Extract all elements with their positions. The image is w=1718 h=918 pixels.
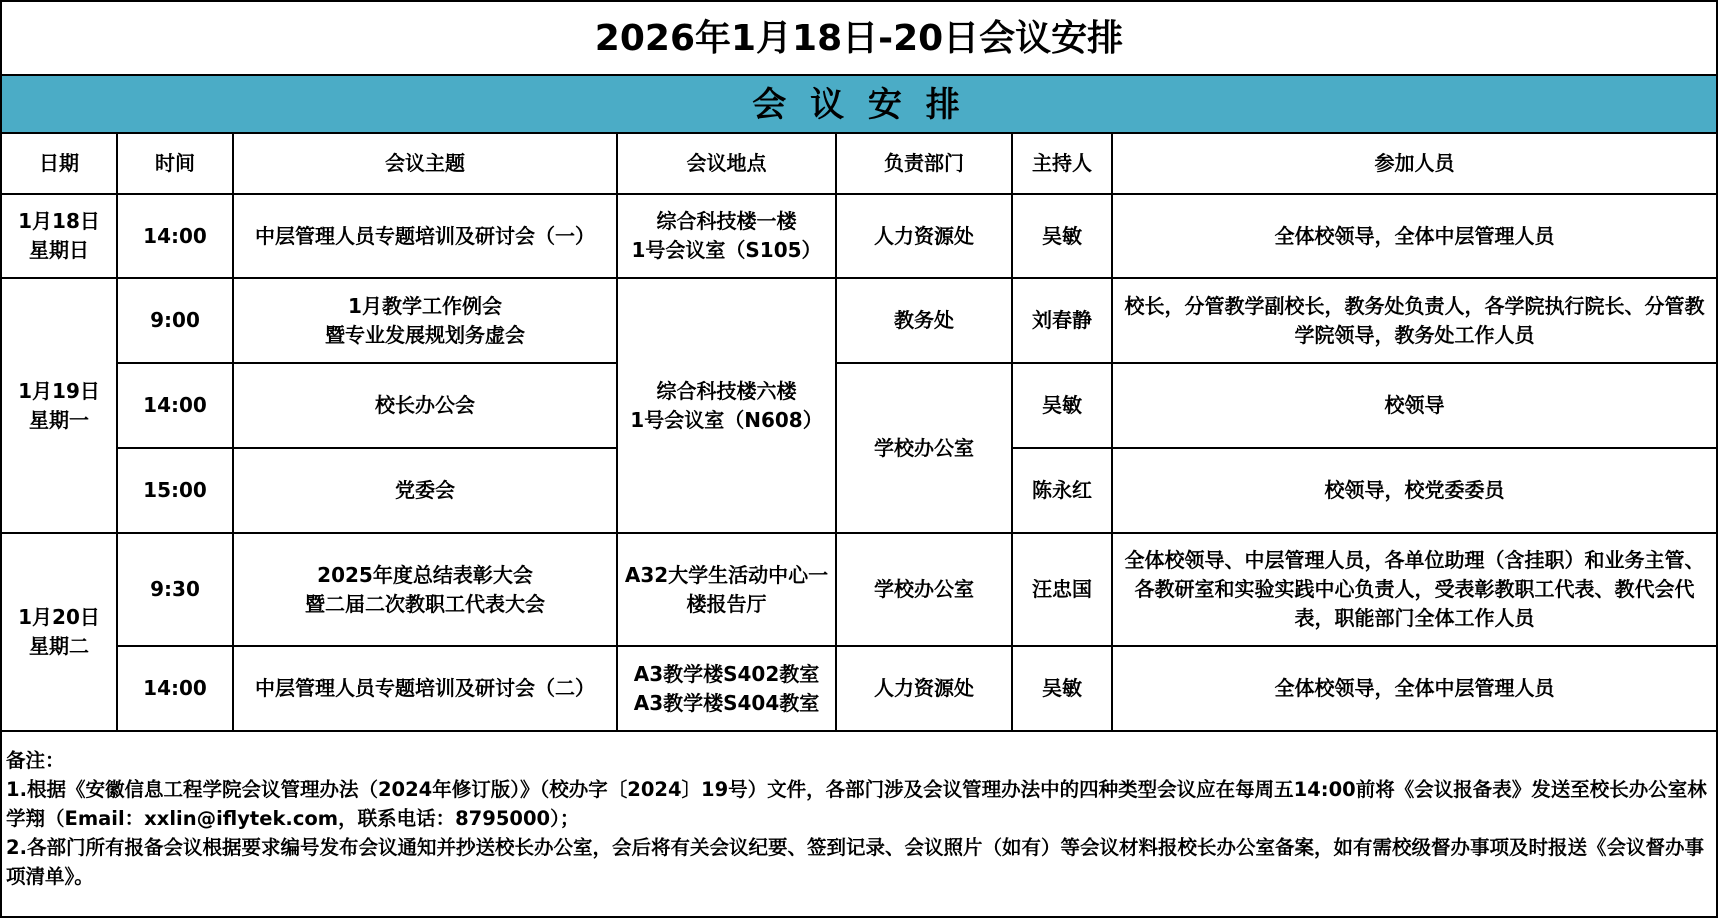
host-cell: 吴敏 (1012, 646, 1112, 731)
page-title: 2026年1月18日-20日会议安排 (2, 2, 1716, 76)
time-cell: 14:00 (117, 194, 233, 278)
table-row (2, 646, 1716, 731)
department-cell: 人力资源处 (836, 646, 1012, 731)
location-cell: 综合科技楼一楼 1号会议室（S105） (617, 194, 836, 278)
time-cell: 14:00 (117, 646, 233, 731)
table-row (2, 533, 1716, 646)
header-attendees: 参加人员 (1112, 134, 1716, 194)
attendees-cell: 全体校领导、中层管理人员，各单位助理（含挂职）和业务主管、各教研室和实验实践中心负责人，受表彰教职工代表、教代会代表，职能部门全体工作人员 (1112, 533, 1716, 646)
host-cell: 陈永红 (1012, 448, 1112, 533)
host-cell: 刘春静 (1012, 278, 1112, 363)
time-cell: 14:00 (117, 363, 233, 448)
topic-cell: 2025年度总结表彰大会 暨二届二次教职工代表大会 (233, 533, 617, 646)
notes-section (2, 732, 1716, 891)
location-cell: A32大学生活动中心一 楼报告厅 (617, 533, 836, 646)
department-cell: 教务处 (836, 278, 1012, 363)
department-cell: 学校办公室 (836, 533, 1012, 646)
topic-cell: 党委会 (233, 448, 617, 533)
date-cell: 1月20日 星期二 (2, 533, 117, 731)
header-topic: 会议主题 (233, 134, 617, 194)
host-cell: 吴敏 (1012, 194, 1112, 278)
header-department: 负责部门 (836, 134, 1012, 194)
header-time: 时间 (117, 134, 233, 194)
section-title: 会 议 安 排 (2, 76, 1716, 134)
location-cell: 综合科技楼六楼 1号会议室（N608） (617, 278, 836, 533)
time-cell: 15:00 (117, 448, 233, 533)
topic-cell: 1月教学工作例会 暨专业发展规划务虚会 (233, 278, 617, 363)
header-date: 日期 (2, 134, 117, 194)
header-row (2, 134, 1716, 194)
department-cell: 学校办公室 (836, 363, 1012, 533)
header-location: 会议地点 (617, 134, 836, 194)
attendees-cell: 全体校领导，全体中层管理人员 (1112, 646, 1716, 731)
attendees-cell: 校长，分管教学副校长，教务处负责人，各学院执行院长、分管教学院领导，教务处工作人员 (1112, 278, 1716, 363)
attendees-cell: 校领导，校党委委员 (1112, 448, 1716, 533)
note-item: 1.根据《安徽信息工程学院会议管理办法（2024年修订版）》（校办字〔2024〕19号）文件，各部门涉及会议管理办法中的四种类型会议应在每周五14:00前将《会议报备表》发送至校长办公室林学翔（Email：xxlin@iflytek.com，联系电话：8795000）； (6, 778, 1707, 830)
schedule-table (2, 134, 1716, 732)
date-cell: 1月19日 星期一 (2, 278, 117, 533)
time-cell: 9:00 (117, 278, 233, 363)
host-cell: 汪忠国 (1012, 533, 1112, 646)
host-cell: 吴敏 (1012, 363, 1112, 448)
department-cell: 人力资源处 (836, 194, 1012, 278)
topic-cell: 校长办公会 (233, 363, 617, 448)
date-cell: 1月18日 星期日 (2, 194, 117, 278)
table-row (2, 194, 1716, 278)
attendees-cell: 全体校领导，全体中层管理人员 (1112, 194, 1716, 278)
time-cell: 9:30 (117, 533, 233, 646)
note-item: 2.各部门所有报备会议根据要求编号发布会议通知并抄送校长办公室，会后将有关会议纪要、签到记录、会议照片（如有）等会议材料报校长办公室备案，如有需校级督办事项及时报送《会议督办事项清单》。 (6, 836, 1704, 888)
table-row (2, 363, 1716, 448)
topic-cell: 中层管理人员专题培训及研讨会（一） (233, 194, 617, 278)
header-host: 主持人 (1012, 134, 1112, 194)
attendees-cell: 校领导 (1112, 363, 1716, 448)
table-row (2, 278, 1716, 363)
notes-label: 备注： (6, 749, 65, 772)
location-cell: A3教学楼S402教室 A3教学楼S404教室 (617, 646, 836, 731)
topic-cell: 中层管理人员专题培训及研讨会（二） (233, 646, 617, 731)
